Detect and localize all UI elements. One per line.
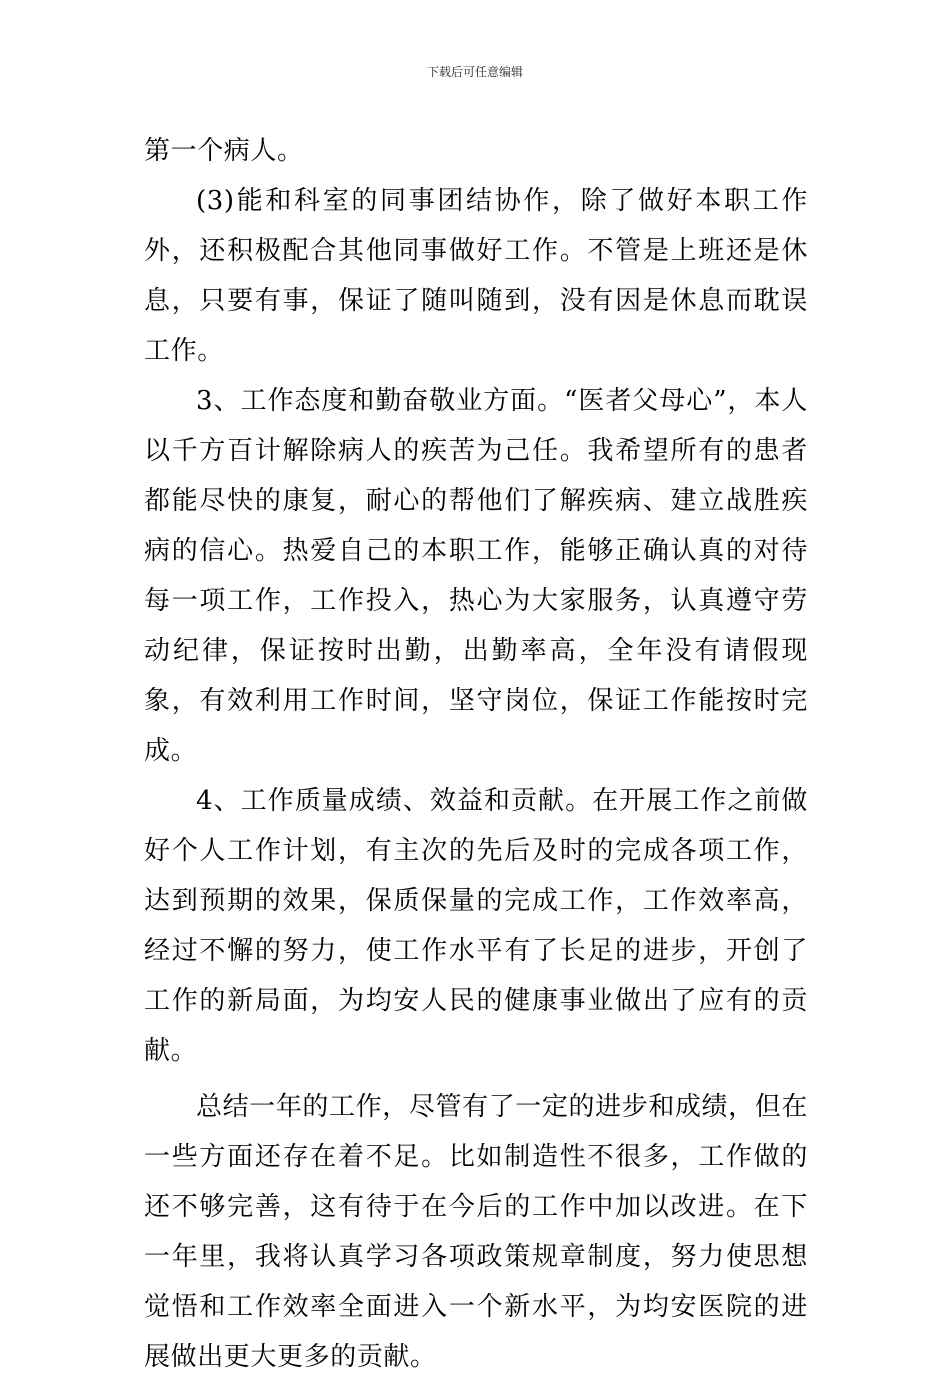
paragraph-continuation: 第一个病人。 — [144, 136, 304, 166]
paragraph-work-attitude: 3、工作态度和勤奋敬业方面。“医者父母心”，本人以千方百计解除病人的疾苦为己任。我希望所有的患者都能尽快的康复，耐心的帮他们了解疾病、建立战胜疾病的信心。热爱自己的本职工作，能够正确认真的对待每一项工作，工作投入，热心为大家服务，认真遵守劳动纪律，保证按时出勤，出勤率高，全年没有请假现象，有效利用工作时间，坚守岗位，保证工作能按时完成。 — [144, 386, 808, 766]
paragraph-summary: 总结一年的工作，尽管有了一定的进步和成绩，但在一些方面还存在着不足。比如制造性不很多，工作做的还不够完善，这有待于在今后的工作中加以改进。在下一年里，我将认真学习各项政策规章制度，努力使思想觉悟和工作效率全面进入一个新水平，为均安医院的进展做出更大更多的贡献。 — [144, 1092, 808, 1372]
paragraph-work-quality: 4、工作质量成绩、效益和贡献。在开展工作之前做好个人工作计划，有主次的先后及时的完成各项工作，达到预期的效果，保质保量的完成工作，工作效率高，经过不懈的努力，使工作水平有了长足的进步，开创了工作的新局面，为均安人民的健康事业做出了应有的贡献。 — [144, 786, 808, 1066]
page-header: 下载后可任意编辑 — [426, 65, 523, 79]
document-body — [144, 126, 808, 1382]
paragraph-teamwork: (3)能和科室的同事团结协作，除了做好本职工作外，还积极配合其他同事做好工作。不管是上班还是休息，只要有事，保证了随叫随到，没有因是休息而耽误工作。 — [144, 186, 808, 366]
